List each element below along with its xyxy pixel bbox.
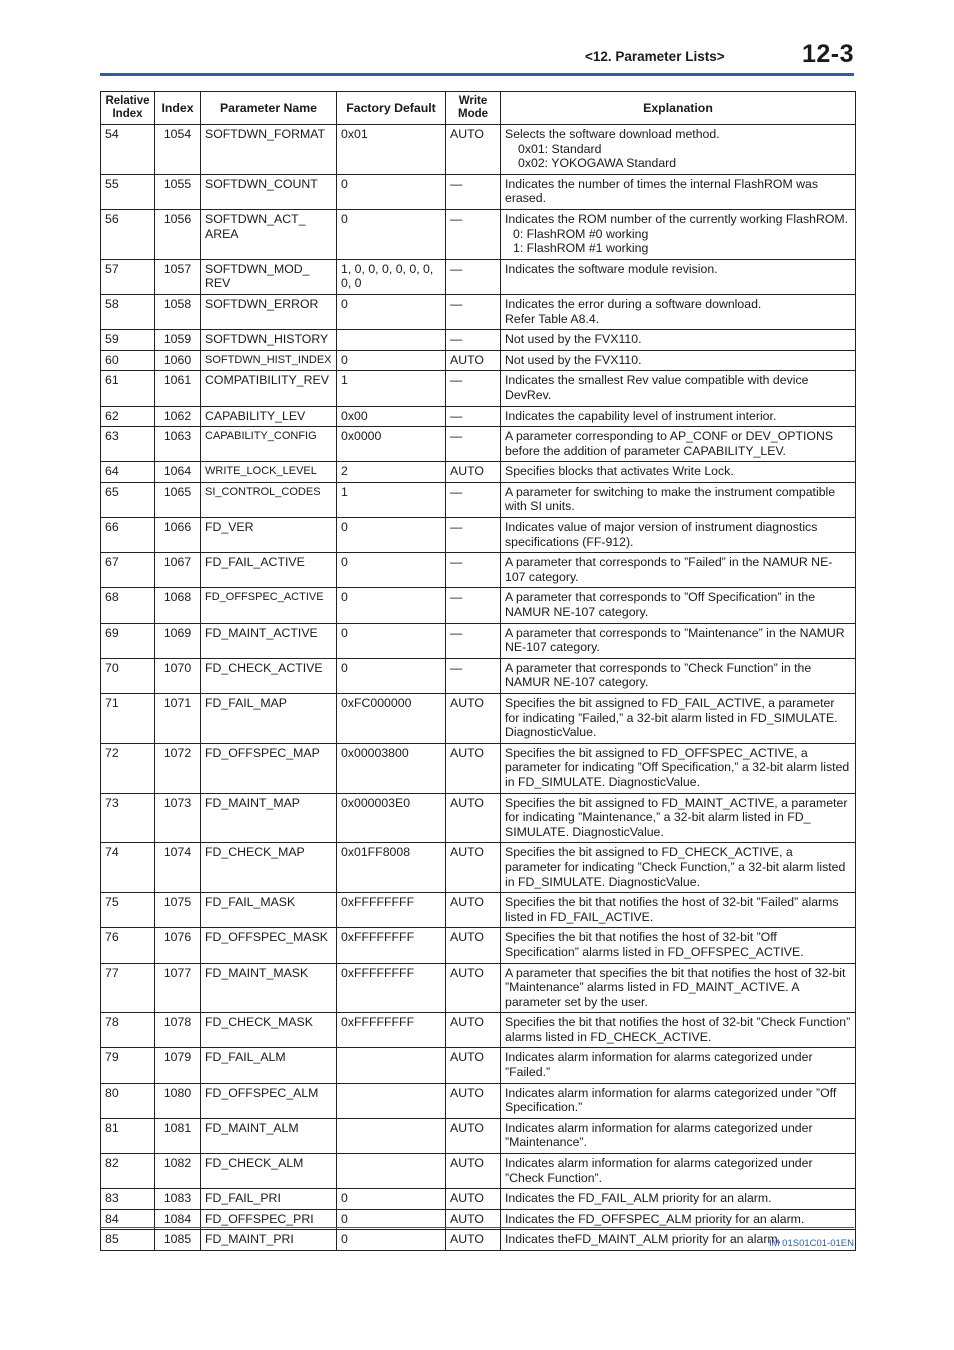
cell-parameter-name: FD_OFFSPEC_PRI [201,1209,337,1230]
explanation-line: Indicates alarm information for alarms categorized under ”Off Specification.” [505,1085,837,1115]
cell-relative-index: 75 [101,893,155,928]
cell-explanation [501,963,856,1013]
table-row [101,1154,856,1189]
col-header-write-mode: Write Mode [446,92,501,125]
cell-factory-default: 0 [337,518,446,553]
cell-factory-default: 0x01 [337,125,446,175]
explanation-line: 0x02: YOKOGAWA Standard [518,156,677,171]
cell-write-mode: AUTO [446,1118,501,1153]
cell-factory-default: 0 [337,209,446,259]
cell-write-mode: AUTO [446,1154,501,1189]
cell-relative-index: 65 [101,482,155,517]
cell-write-mode: AUTO [446,1013,501,1048]
cell-parameter-name: SOFTDWN_MOD_ REV [201,259,337,294]
cell-write-mode: — [446,371,501,406]
cell-factory-default: 0 [337,658,446,693]
explanation-line: Specifies the bit that notifies the host of 32-bit ”Off Specification” alarms listed in FD_OFFSPEC_ACTIVE. [505,930,804,959]
cell-parameter-name: FD_FAIL_ACTIVE [201,553,337,588]
col-header-parameter-name: Parameter Name [201,92,337,125]
cell-parameter-name: SI_CONTROL_CODES [201,482,337,517]
explanation-line: 0x01: Standard [518,141,602,156]
cell-index: 1080 [155,1083,201,1118]
cell-parameter-name: FD_MAINT_MAP [201,793,337,843]
cell-explanation [501,350,856,371]
cell-write-mode: — [446,294,501,329]
cell-parameter-name: SOFTDWN_HISTORY [201,330,337,351]
cell-write-mode: — [446,427,501,462]
cell-relative-index: 85 [101,1230,155,1251]
cell-write-mode: AUTO [446,963,501,1013]
cell-relative-index: 84 [101,1209,155,1230]
explanation-line: Not used by the FVX110. [505,332,642,347]
cell-explanation [501,406,856,427]
cell-parameter-name: SOFTDWN_FORMAT [201,125,337,175]
cell-write-mode: AUTO [446,1189,501,1210]
cell-write-mode: AUTO [446,694,501,744]
explanation-line: A parameter that corresponds to ”Off Specification” in the NAMUR NE-107 category. [505,590,816,620]
cell-index: 1071 [155,694,201,744]
explanation-line: Indicates the smallest Rev value compatible with device DevRev. [505,373,809,402]
table-row [101,553,856,588]
cell-factory-default: 0x0000 [337,427,446,462]
table-row [101,371,856,406]
section-title: <12. Parameter Lists> [585,49,725,64]
cell-factory-default: 0 [337,1189,446,1210]
explanation-line: Indicates the FD_OFFSPEC_ALM priority for an alarm. [505,1211,805,1226]
table-row [101,694,856,744]
cell-factory-default [337,1048,446,1083]
cell-index: 1084 [155,1209,201,1230]
cell-explanation [501,1083,856,1118]
cell-explanation [501,1118,856,1153]
cell-write-mode: AUTO [446,928,501,963]
cell-write-mode: AUTO [446,1230,501,1251]
cell-factory-default: 0x000003E0 [337,793,446,843]
explanation-line: Refer Table A8.4. [505,311,600,326]
cell-explanation [501,371,856,406]
cell-relative-index: 56 [101,209,155,259]
cell-relative-index: 71 [101,694,155,744]
cell-parameter-name: FD_VER [201,518,337,553]
cell-parameter-name: FD_OFFSPEC_ALM [201,1083,337,1118]
col-header-explanation: Explanation [501,92,856,125]
cell-explanation [501,1048,856,1083]
cell-explanation [501,174,856,209]
cell-parameter-name: SOFTDWN_HIST_INDEX [201,350,337,371]
explanation-line: Indicates the error during a software download. [505,296,762,311]
table-row [101,350,856,371]
cell-index: 1056 [155,209,201,259]
cell-write-mode: — [446,553,501,588]
explanation-line: Specifies the bit that notifies the host of 32-bit ”Check Function” alarms listed in FD_CHECK_ACTIVE. [505,1015,851,1044]
cell-explanation [501,893,856,928]
cell-factory-default: 0 [337,623,446,658]
cell-write-mode: AUTO [446,1083,501,1118]
cell-parameter-name: FD_MAINT_ALM [201,1118,337,1153]
cell-explanation [501,843,856,893]
cell-explanation [501,1013,856,1048]
table-row [101,1230,856,1251]
cell-relative-index: 78 [101,1013,155,1048]
explanation-line: Indicates theFD_MAINT_ALM priority for an alarm. [505,1232,782,1247]
cell-parameter-name: FD_FAIL_MAP [201,694,337,744]
explanation-line: Indicates the capability level of instrument interior. [505,408,777,423]
cell-write-mode: — [446,330,501,351]
parameter-table [100,91,856,1251]
cell-explanation [501,330,856,351]
cell-factory-default: 0x00 [337,406,446,427]
cell-index: 1057 [155,259,201,294]
cell-relative-index: 76 [101,928,155,963]
cell-write-mode: AUTO [446,743,501,793]
cell-parameter-name: SOFTDWN_ACT_ AREA [201,209,337,259]
table-header-row [101,92,856,125]
cell-parameter-name: FD_MAINT_MASK [201,963,337,1013]
table-row [101,330,856,351]
cell-relative-index: 80 [101,1083,155,1118]
explanation-line: Specifies the bit that notifies the host of 32-bit ”Failed” alarms listed in FD_FAIL_ACTIVE. [505,895,839,924]
cell-index: 1065 [155,482,201,517]
cell-index: 1058 [155,294,201,329]
cell-relative-index: 83 [101,1189,155,1210]
cell-explanation [501,1154,856,1189]
cell-relative-index: 81 [101,1118,155,1153]
cell-factory-default: 0 [337,1230,446,1251]
cell-index: 1082 [155,1154,201,1189]
cell-factory-default: 0 [337,174,446,209]
table-row [101,427,856,462]
cell-index: 1079 [155,1048,201,1083]
table-row [101,658,856,693]
explanation-line: A parameter for switching to make the instrument compatible with SI units. [505,484,836,514]
explanation-line: A parameter that corresponds to ”Maintenance” in the NAMUR NE-107 category. [505,625,845,655]
cell-write-mode: AUTO [446,350,501,371]
table-row [101,174,856,209]
cell-factory-default [337,330,446,351]
explanation-line: A parameter that corresponds to ”Check Function” in the NAMUR NE-107 category. [505,660,812,690]
explanation-line: Selects the software download method. [505,127,720,141]
cell-parameter-name: SOFTDWN_ERROR [201,294,337,329]
table-row [101,125,856,175]
cell-write-mode: AUTO [446,843,501,893]
cell-factory-default: 1 [337,482,446,517]
cell-relative-index: 77 [101,963,155,1013]
cell-write-mode: AUTO [446,462,501,483]
cell-factory-default [337,1154,446,1189]
explanation-line: A parameter that specifies the bit that notifies the host of 32-bit ”Maintenance” alarms listed in FD_MAINT_ACTIVE. A parameter set by the user. [505,965,846,1009]
col-header-factory-default: Factory Default [337,92,446,125]
cell-factory-default: 0x01FF8008 [337,843,446,893]
cell-write-mode: AUTO [446,1048,501,1083]
cell-parameter-name: FD_FAIL_MASK [201,893,337,928]
explanation-line: Not used by the FVX110. [505,352,642,367]
cell-index: 1077 [155,963,201,1013]
table-row [101,893,856,928]
cell-write-mode: — [446,259,501,294]
table-row [101,743,856,793]
cell-index: 1054 [155,125,201,175]
cell-relative-index: 82 [101,1154,155,1189]
cell-parameter-name: COMPATIBILITY_REV [201,371,337,406]
cell-index: 1063 [155,427,201,462]
cell-parameter-name: CAPABILITY_CONFIG [201,427,337,462]
cell-factory-default [337,1118,446,1153]
cell-explanation [501,294,856,329]
header-rule [100,73,854,76]
cell-relative-index: 68 [101,588,155,623]
explanation-line: Specifies the bit assigned to FD_CHECK_ACTIVE, a parameter for indicating ”Check Function,” a 32-bit alarm listed in FD_SIMULATE. DiagnosticValue. [505,845,846,889]
cell-parameter-name: FD_FAIL_ALM [201,1048,337,1083]
cell-index: 1078 [155,1013,201,1048]
cell-write-mode: — [446,406,501,427]
table-row [101,588,856,623]
cell-explanation [501,482,856,517]
explanation-line: Indicates alarm information for alarms categorized under ”Failed.” [505,1050,813,1080]
explanation-line: A parameter that corresponds to ”Failed” in the NAMUR NE-107 category. [505,555,833,584]
document-code: IM 01S01C01-01EN [768,1238,854,1249]
cell-index: 1073 [155,793,201,843]
cell-factory-default: 2 [337,462,446,483]
cell-relative-index: 58 [101,294,155,329]
cell-relative-index: 70 [101,658,155,693]
cell-index: 1070 [155,658,201,693]
cell-relative-index: 69 [101,623,155,658]
cell-write-mode: — [446,658,501,693]
cell-relative-index: 73 [101,793,155,843]
cell-relative-index: 61 [101,371,155,406]
explanation-line: Indicates the number of times the internal FlashROM was erased. [505,176,819,206]
cell-explanation [501,588,856,623]
table-row [101,1189,856,1210]
cell-factory-default: 0 [337,350,446,371]
cell-index: 1061 [155,371,201,406]
explanation-line: Indicates alarm information for alarms categorized under ”Maintenance”. [505,1120,813,1150]
explanation-line: Specifies blocks that activates Write Lock. [505,464,734,479]
cell-relative-index: 55 [101,174,155,209]
cell-explanation [501,694,856,744]
cell-relative-index: 67 [101,553,155,588]
footer-rule [100,1227,854,1228]
cell-relative-index: 62 [101,406,155,427]
cell-factory-default: 1, 0, 0, 0, 0, 0, 0, 0, 0 [337,259,446,294]
cell-write-mode: AUTO [446,893,501,928]
table-row [101,623,856,658]
cell-index: 1062 [155,406,201,427]
cell-relative-index: 54 [101,125,155,175]
cell-factory-default: 0xFFFFFFFF [337,963,446,1013]
cell-parameter-name: FD_OFFSPEC_ACTIVE [201,588,337,623]
explanation-line: Specifies the bit assigned to FD_OFFSPEC_ACTIVE, a parameter for indicating ”Off Specification,” a 32-bit alarm listed in FD_SIMULATE. DiagnosticValue. [505,745,850,789]
page-number: 12-3 [801,40,854,68]
table-row [101,518,856,553]
cell-relative-index: 74 [101,843,155,893]
cell-explanation [501,125,856,175]
cell-explanation [501,427,856,462]
cell-factory-default: 0xFFFFFFFF [337,893,446,928]
explanation-line: Indicates value of major version of instrument diagnostics specifications (FF-912). [505,520,818,549]
cell-index: 1075 [155,893,201,928]
cell-explanation [501,209,856,259]
table-row [101,406,856,427]
cell-index: 1064 [155,462,201,483]
cell-factory-default: 0 [337,553,446,588]
cell-relative-index: 72 [101,743,155,793]
explanation-line: Indicates the software module revision. [505,261,718,276]
cell-factory-default [337,1083,446,1118]
cell-factory-default: 0 [337,588,446,623]
table-row [101,462,856,483]
cell-explanation [501,462,856,483]
cell-index: 1074 [155,843,201,893]
cell-write-mode: — [446,588,501,623]
cell-explanation [501,1189,856,1210]
cell-explanation [501,658,856,693]
cell-relative-index: 66 [101,518,155,553]
table-row [101,963,856,1013]
explanation-line: A parameter corresponding to AP_CONF or DEV_OPTIONS before the addition of parameter CAPABILITY_LEV. [505,429,834,458]
cell-explanation [501,623,856,658]
cell-relative-index: 64 [101,462,155,483]
cell-index: 1069 [155,623,201,658]
cell-explanation [501,518,856,553]
cell-write-mode: — [446,174,501,209]
table-row [101,1083,856,1118]
col-header-relative-index: Relative Index [101,92,155,125]
table-row [101,1048,856,1083]
table-row [101,209,856,259]
cell-parameter-name: FD_CHECK_ALM [201,1154,337,1189]
cell-explanation [501,553,856,588]
cell-explanation [501,259,856,294]
cell-factory-default: 0x00003800 [337,743,446,793]
cell-explanation [501,793,856,843]
cell-index: 1059 [155,330,201,351]
cell-relative-index: 60 [101,350,155,371]
cell-parameter-name: FD_CHECK_ACTIVE [201,658,337,693]
cell-index: 1076 [155,928,201,963]
explanation-line: Indicates the ROM number of the currently working FlashROM. [505,211,849,226]
cell-write-mode: — [446,482,501,517]
cell-write-mode: — [446,209,501,259]
cell-parameter-name: FD_CHECK_MAP [201,843,337,893]
cell-parameter-name: FD_MAINT_ACTIVE [201,623,337,658]
cell-factory-default: 0xFFFFFFFF [337,928,446,963]
cell-write-mode: — [446,623,501,658]
cell-index: 1060 [155,350,201,371]
cell-relative-index: 57 [101,259,155,294]
table-row [101,843,856,893]
explanation-line: Indicates the FD_FAIL_ALM priority for an alarm. [505,1191,772,1206]
cell-index: 1055 [155,174,201,209]
cell-parameter-name: FD_OFFSPEC_MAP [201,743,337,793]
cell-index: 1067 [155,553,201,588]
table-row [101,793,856,843]
table-row [101,1118,856,1153]
cell-write-mode: AUTO [446,125,501,175]
cell-index: 1085 [155,1230,201,1251]
explanation-line: 0: FlashROM #0 working [513,226,649,241]
cell-parameter-name: WRITE_LOCK_LEVEL [201,462,337,483]
table-row [101,1013,856,1048]
table-row [101,294,856,329]
cell-parameter-name: FD_MAINT_PRI [201,1230,337,1251]
cell-explanation [501,928,856,963]
table-row [101,259,856,294]
table-row [101,482,856,517]
cell-write-mode: AUTO [446,1209,501,1230]
cell-parameter-name: CAPABILITY_LEV [201,406,337,427]
cell-factory-default: 0 [337,1209,446,1230]
cell-write-mode: AUTO [446,793,501,843]
explanation-line: Indicates alarm information for alarms categorized under ”Check Function”. [505,1156,813,1185]
cell-relative-index: 79 [101,1048,155,1083]
cell-relative-index: 59 [101,330,155,351]
cell-index: 1066 [155,518,201,553]
explanation-line: 1: FlashROM #1 working [513,241,649,256]
cell-index: 1083 [155,1189,201,1210]
cell-factory-default: 0xFFFFFFFF [337,1013,446,1048]
col-header-index: Index [155,92,201,125]
cell-factory-default: 1 [337,371,446,406]
cell-factory-default: 0xFC000000 [337,694,446,744]
table-row [101,928,856,963]
cell-parameter-name: FD_CHECK_MASK [201,1013,337,1048]
cell-parameter-name: FD_FAIL_PRI [201,1189,337,1210]
cell-index: 1068 [155,588,201,623]
cell-parameter-name: SOFTDWN_COUNT [201,174,337,209]
explanation-line: Specifies the bit assigned to FD_MAINT_ACTIVE, a parameter for indicating ”Maintenance,” a 32-bit alarm listed in FD_ SIMULATE. DiagnosticValue. [505,795,848,839]
cell-relative-index: 63 [101,427,155,462]
explanation-line: Specifies the bit assigned to FD_FAIL_ACTIVE, a parameter for indicating ”Failed,” a 32-bit alarm listed in FD_SIMULATE. DiagnosticValue. [505,696,838,740]
cell-parameter-name: FD_OFFSPEC_MASK [201,928,337,963]
cell-index: 1081 [155,1118,201,1153]
cell-index: 1072 [155,743,201,793]
cell-factory-default: 0 [337,294,446,329]
cell-explanation [501,743,856,793]
table-body [101,125,856,1251]
cell-write-mode: — [446,518,501,553]
